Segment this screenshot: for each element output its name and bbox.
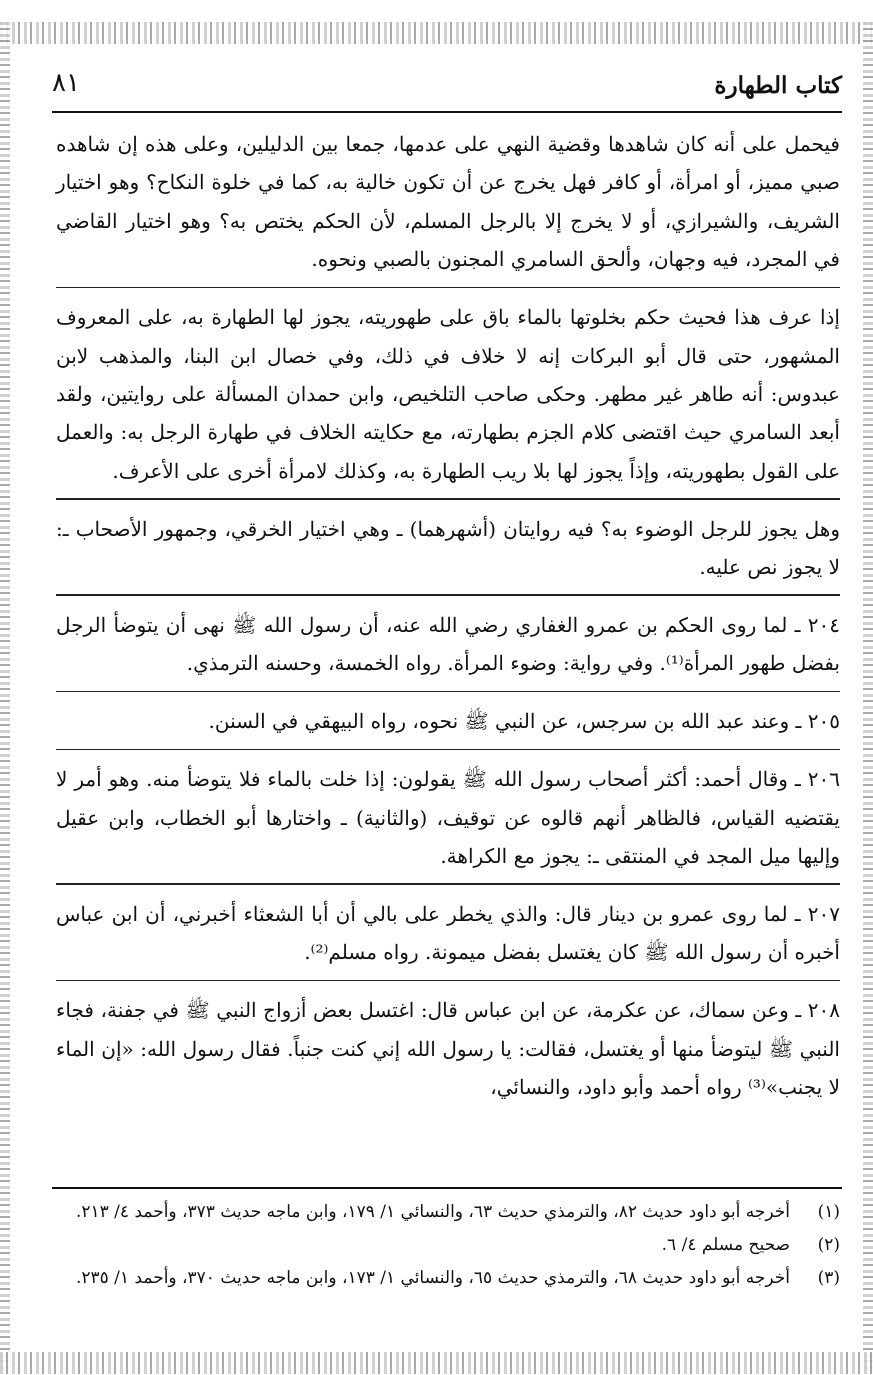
paragraph-divider (56, 749, 840, 751)
paragraph: إذا عرف هذا فحيث حكم بخلوتها بالماء باق على طهوريته، يجوز لها الطهارة به، على المعروف المشهور، حتى قال أبو البركات إنه لا خلاف في ذلك، وفي خصال ابن البنا، والمذهب لابن عبدوس: أنه طاهر غير مطهر. وحكى صاحب التلخيص، وابن حمدان المسألة على روايتين، ولقد أبعد السامري حيث اقتضى كلام الجزم بطهارته، مع حكايته الخلاف في طهارة الرجل به: والعمل على القول بطهوريته، وإذاً يجوز لها بلا ريب الطهارة به، وكذلك لامرأة أخرى على الأعرف. (56, 305, 840, 483)
decorative-border-right (863, 22, 873, 1372)
paragraph-divider (56, 980, 840, 982)
page-header (52, 66, 842, 106)
page-number: ٨١ (52, 68, 80, 98)
paragraph-divider (56, 883, 840, 885)
decorative-border-left (0, 22, 10, 1372)
footnotes (56, 1196, 840, 1295)
footnote-number: (٣) (817, 1268, 840, 1288)
footnote (56, 1196, 840, 1229)
paragraph-divider (56, 498, 840, 500)
footnote-number: (٢) (817, 1235, 840, 1255)
paragraph: فيحمل على أنه كان شاهدها وقضية النهي على عدمها، جمعا بين الدليلين، وعلى هذه إن شاهده صبي مميز، أو امرأة، أو كافر فهل يخرج عن أن تكون خالية به، كما في خلوة النكاح؟ وهو اختيار الشريف، والشيرازي، أو لا يخرج إلا بالرجل المسلم، لأن الحكم يختص به؟ وهو اختيار القاضي في المجرد، فيه وجهان، وألحق السامري المجنون بالصبي ونحوه. (56, 132, 840, 272)
footnote-text: أخرجه أبو داود حديث ٨٢، والترمذي حديث ٦٣، والنسائي ١/ ١٧٩، وابن ماجه حديث ٣٧٣، وأحمد ٤/ ٢١٣. (75, 1202, 790, 1222)
paragraph-divider (56, 287, 840, 289)
footnote-divider (52, 1187, 842, 1189)
footnote-text: صحيح مسلم ٤/ ٦. (661, 1235, 790, 1255)
decorative-border-top (0, 22, 873, 44)
footnote-text: أخرجه أبو داود حديث ٦٨، والترمذي حديث ٦٥، والنسائي ١/ ١٧٣، وابن ماجه حديث ٣٧٠، وأحمد ١/ ٢٣٥. (75, 1268, 790, 1288)
main-text (56, 125, 840, 1106)
hadith-paragraph: ٢٠٦ ـ وقال أحمد: أكثر أصحاب رسول الله ﷺ يقولون: إذا خلت بالماء فلا يتوضأ منه. وهو أمر لا يقتضيه القياس، فالظاهر أنهم قالوه عن توقيف، (والثانية) ـ واختارها أبو الخطاب، وابن عقيل وإليها ميل المجد في المنتقى ـ: يجوز مع الكراهة. (56, 767, 840, 868)
decorative-border-bottom (0, 1352, 873, 1374)
paragraph-divider (56, 594, 840, 596)
hadith-paragraph: ٢٠٧ ـ لما روى عمرو بن دينار قال: والذي يخطر على بالي أن أبا الشعثاء أخبرني، أن ابن عباس أخبره أن رسول الله ﷺ كان يغتسل بفضل ميمونة. رواه مسلم⁽²⁾. (56, 901, 840, 965)
footnote (56, 1229, 840, 1262)
hadith-paragraph: ٢٠٨ ـ وعن سماك، عن عكرمة، عن ابن عباس قال: اغتسل بعض أزواج النبي ﷺ في جفنة، فجاء النبي ﷺ ليتوضأ منها أو يغتسل، فقالت: يا رسول الله إني كنت جنباً. فقال رسول الله: «إن الماء لا يجنب»⁽³⁾ رواه أحمد وأبو داود، والنسائي، (56, 998, 840, 1100)
footnote (56, 1262, 840, 1295)
paragraph: وهل يجوز للرجل الوضوء به؟ فيه روايتان (أشهرهما) ـ وهي اختيار الخرقي، وجمهور الأصحاب ـ: لا يجوز نص عليه. (56, 516, 840, 580)
hadith-paragraph: ٢٠٤ ـ لما روى الحكم بن عمرو الغفاري رضي الله عنه، أن رسول الله ﷺ نهى أن يتوضأ الرجل بفضل طهور المرأة⁽¹⁾. وفي رواية: وضوء المرأة. رواه الخمسة، وحسنه الترمذي. (56, 612, 841, 676)
footnote-number: (١) (817, 1202, 840, 1222)
chapter-title: كتاب الطهارة (714, 72, 842, 99)
header-divider (52, 111, 842, 113)
paragraph-divider (56, 691, 840, 693)
hadith-paragraph: ٢٠٥ ـ وعند عبد الله بن سرجس، عن النبي ﷺ نحوه، رواه البيهقي في السنن. (208, 709, 840, 734)
